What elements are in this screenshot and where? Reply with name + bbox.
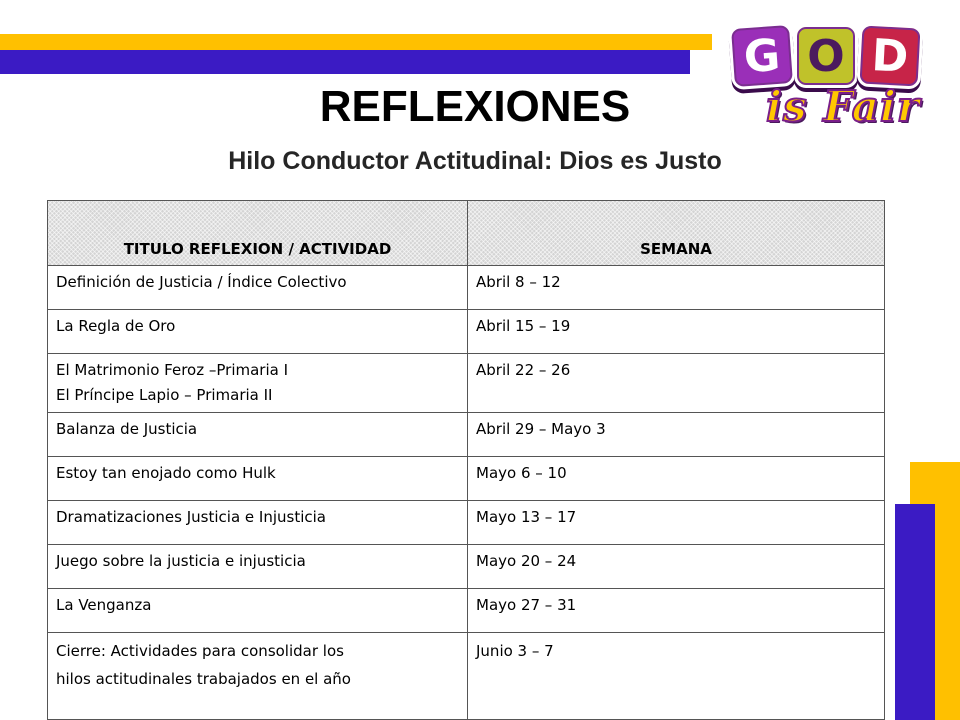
row-week: Junio 3 – 7 (468, 633, 885, 720)
table-row (48, 545, 885, 589)
row-title: Dramatizaciones Justicia e Injusticia (48, 501, 468, 545)
row-title: La Regla de Oro (48, 310, 468, 354)
logo-tagline: is Fair (766, 82, 921, 131)
row-title-line: hilos actitudinales trabajados en el año (56, 670, 351, 688)
row-title: Balanza de Justicia (48, 413, 468, 457)
header-title-activity: TITULO REFLEXION / ACTIVIDAD (48, 201, 468, 266)
table-row (48, 457, 885, 501)
table-row (48, 413, 885, 457)
logo-letter-o: O (794, 24, 858, 88)
reflections-table (47, 200, 885, 720)
row-title (48, 633, 468, 720)
row-week: Mayo 6 – 10 (468, 457, 885, 501)
slide-title: REFLEXIONES (319, 82, 631, 131)
table-header-row (48, 201, 885, 266)
row-title: Juego sobre la justicia e injusticia (48, 545, 468, 589)
table-row (48, 266, 885, 310)
slide-subtitle: Hilo Conductor Actitudinal: Dios es Justo (228, 147, 722, 175)
table-row (48, 354, 885, 413)
top-yellow-stripe (0, 34, 712, 50)
row-week: Mayo 20 – 24 (468, 545, 885, 589)
row-title: Definición de Justicia / Índice Colectivo (48, 266, 468, 310)
row-title (48, 354, 468, 413)
row-week: Mayo 13 – 17 (468, 501, 885, 545)
header-week: SEMANA (468, 201, 885, 266)
table-row (48, 589, 885, 633)
table-row (48, 310, 885, 354)
row-week: Abril 29 – Mayo 3 (468, 413, 885, 457)
row-title-line: Cierre: Actividades para consolidar los (56, 642, 344, 660)
table-row (48, 633, 885, 720)
logo-letter-d: D (856, 22, 923, 89)
row-title-line: El Príncipe Lapio – Primaria II (56, 386, 273, 404)
logo-letter-g: G (728, 22, 796, 90)
row-week: Abril 15 – 19 (468, 310, 885, 354)
right-blue-stripe (895, 504, 935, 720)
row-title: Estoy tan enojado como Hulk (48, 457, 468, 501)
row-title: La Venganza (48, 589, 468, 633)
table-row (48, 501, 885, 545)
row-title-line: El Matrimonio Feroz –Primaria I (56, 361, 289, 379)
row-week: Abril 22 – 26 (468, 354, 885, 413)
row-week: Abril 8 – 12 (468, 266, 885, 310)
row-week: Mayo 27 – 31 (468, 589, 885, 633)
top-blue-stripe (0, 50, 690, 74)
